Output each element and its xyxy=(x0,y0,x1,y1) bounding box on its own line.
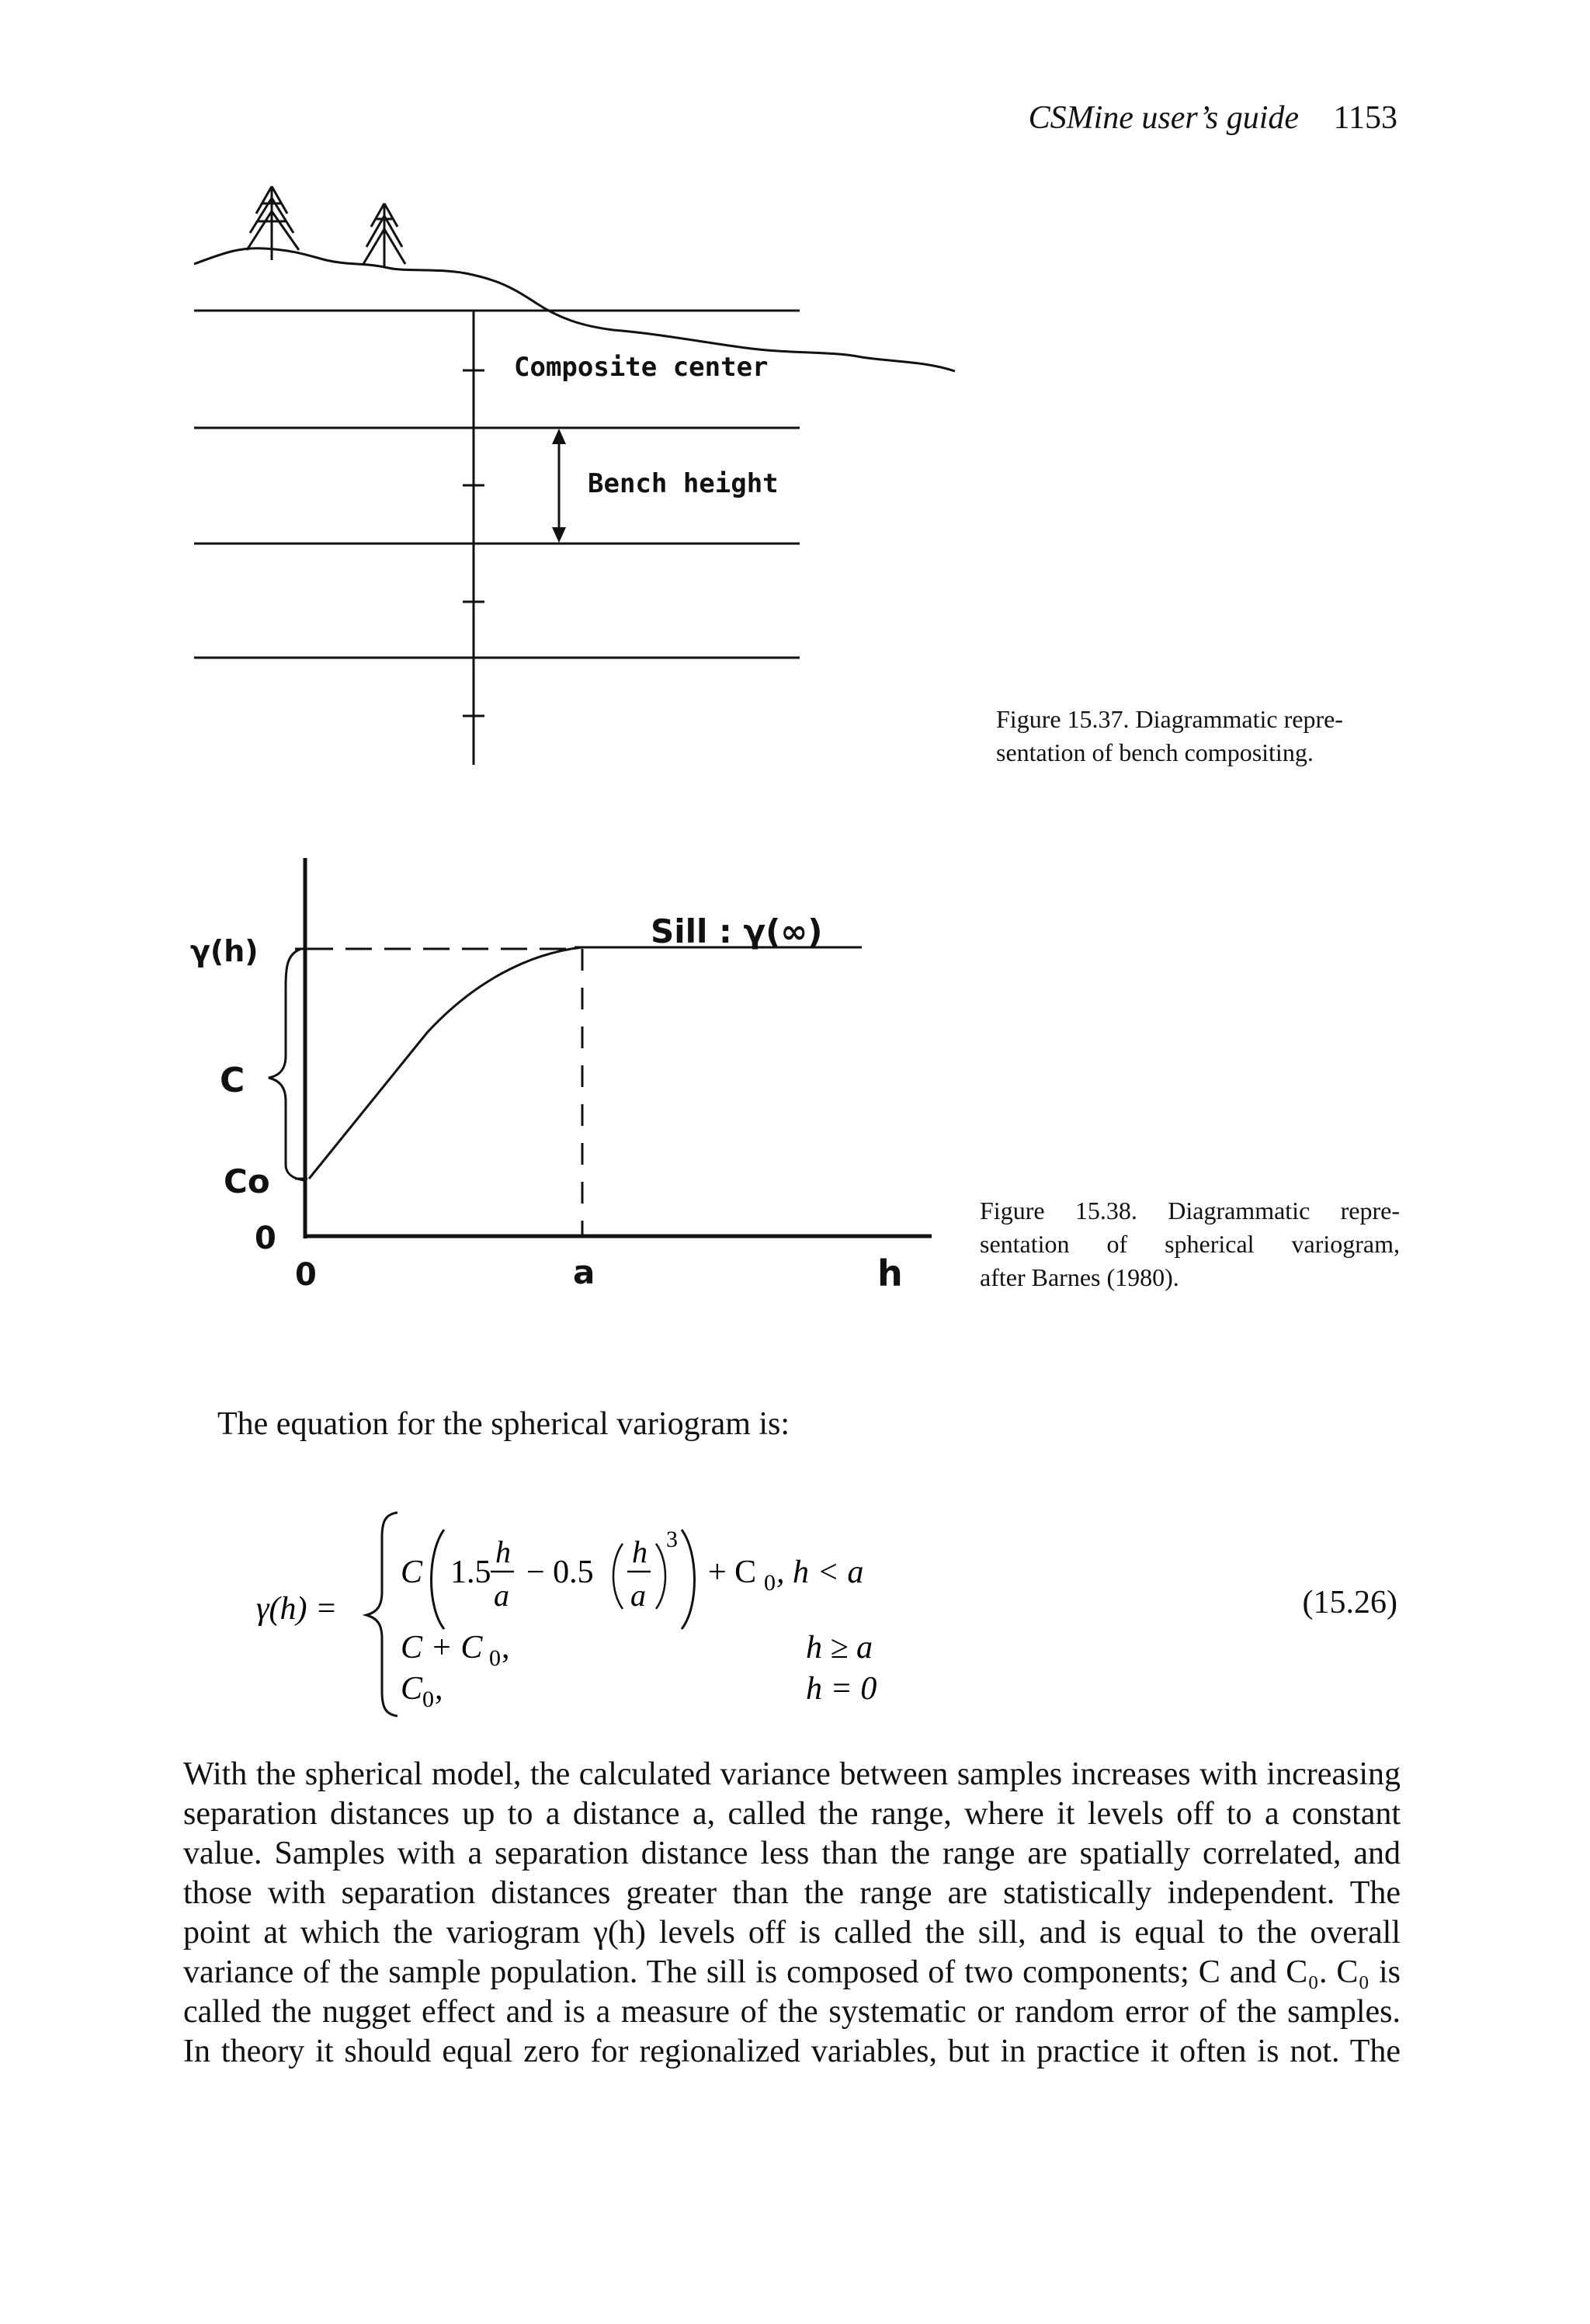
body-line: separation distances up to a distance a, called the range, where it levels off to a constant xyxy=(183,1796,1401,1832)
equation-intro: The equation for the spherical variogram is: xyxy=(217,1406,790,1442)
eq-sub-0: 0 xyxy=(489,1645,501,1671)
big-left-paren xyxy=(432,1530,445,1629)
eq-comma: , xyxy=(502,1630,510,1666)
cases-brace xyxy=(366,1513,398,1716)
eq-c0: C xyxy=(401,1671,423,1707)
frac-den: a xyxy=(494,1578,509,1613)
equation-case-3 xyxy=(401,1671,877,1712)
frac-num: h xyxy=(495,1534,511,1569)
c0-label: Co xyxy=(224,1162,270,1200)
body-line: those with separation distances greater than the range are statistically independent. The xyxy=(183,1875,1401,1911)
y-zero-label: 0 xyxy=(255,1221,276,1256)
gamma-h-label: γ(h) xyxy=(190,934,259,968)
variogram-curve xyxy=(309,947,582,1179)
figure-spherical-variogram xyxy=(0,839,978,1304)
x-zero-label: 0 xyxy=(295,1257,317,1293)
body-line: variance of the sample population. The sill is composed of two components; C and C₀. C₀ is xyxy=(183,1954,1401,1990)
inner-left-paren xyxy=(613,1544,623,1609)
body-line: point at which the variogram γ(h) levels off is called the sill, and is equal to the overall xyxy=(183,1915,1401,1951)
eq-comma: , xyxy=(435,1671,443,1707)
eq-sub-0: 0 xyxy=(422,1687,434,1712)
eq-sub-0: 0 xyxy=(764,1570,776,1596)
c-brace xyxy=(269,949,305,1180)
body-line: value. Samples with a separation distance less than the range are spatially correlated, and xyxy=(183,1836,1401,1871)
caption-line: Figure 15.37. Diagrammatic repre- xyxy=(996,705,1343,733)
caption-line: sentation of spherical variogram, xyxy=(980,1230,1400,1258)
frac-num-2: h xyxy=(632,1534,647,1569)
page-number: 1153 xyxy=(1333,100,1397,136)
eq-plus-c: + C xyxy=(708,1555,757,1590)
body-line: called the nugget effect and is a measure of the systematic or random error of the samples. xyxy=(183,1994,1401,2030)
eq-power-3: 3 xyxy=(666,1527,678,1552)
equation-case-1 xyxy=(401,1527,863,1629)
eq-coef-1-5: 1.5 xyxy=(450,1555,491,1590)
eq-cond-3: h = 0 xyxy=(806,1671,877,1707)
body-line: In theory it should equal zero for regionalized variables, but in practice it often is not. The xyxy=(183,2034,1401,2069)
body-paragraph xyxy=(183,1755,1401,2072)
eq-minus-0-5: − 0.5 xyxy=(526,1555,594,1590)
sill-label: Sill : γ(∞) xyxy=(651,912,823,950)
figure-15-38-caption xyxy=(980,1194,1400,1294)
tree-icon xyxy=(363,203,405,268)
range-a-label: a xyxy=(573,1253,595,1291)
body-line: With the spherical model, the calculated variance between samples increases with increasing xyxy=(183,1756,1401,1792)
caption-line: sentation of bench compositing. xyxy=(996,738,1314,766)
equation-lhs: γ(h) = xyxy=(256,1591,338,1627)
equation-number: (15.26) xyxy=(1302,1585,1397,1621)
running-title: CSMine user’s guide xyxy=(1028,100,1300,136)
eq-cond-2: h ≥ a xyxy=(806,1630,873,1666)
big-right-paren xyxy=(682,1530,695,1629)
inner-right-paren xyxy=(656,1544,665,1609)
eq-cond-1: , h < a xyxy=(776,1555,864,1590)
figure-bench-compositing xyxy=(0,0,1590,792)
eq-c-plus-c: C + C xyxy=(401,1630,483,1666)
h-axis-label: h xyxy=(877,1252,903,1294)
frac-den-2: a xyxy=(630,1578,646,1613)
c-label: C xyxy=(220,1061,245,1100)
eq-c: C xyxy=(401,1555,423,1590)
arrow-down-icon xyxy=(552,527,566,543)
arrow-up-icon xyxy=(552,429,566,444)
composite-center-label: Composite center xyxy=(514,352,769,383)
caption-line: Figure 15.38. Diagrammatic repre- xyxy=(980,1197,1400,1225)
figure-15-37-caption xyxy=(996,703,1400,769)
terrain-and-trees xyxy=(194,186,955,371)
caption-line: after Barnes (1980). xyxy=(980,1263,1179,1291)
bench-height-label: Bench height xyxy=(588,468,779,499)
equation-case-2 xyxy=(401,1630,873,1671)
spherical-variogram-equation xyxy=(233,1491,932,1724)
